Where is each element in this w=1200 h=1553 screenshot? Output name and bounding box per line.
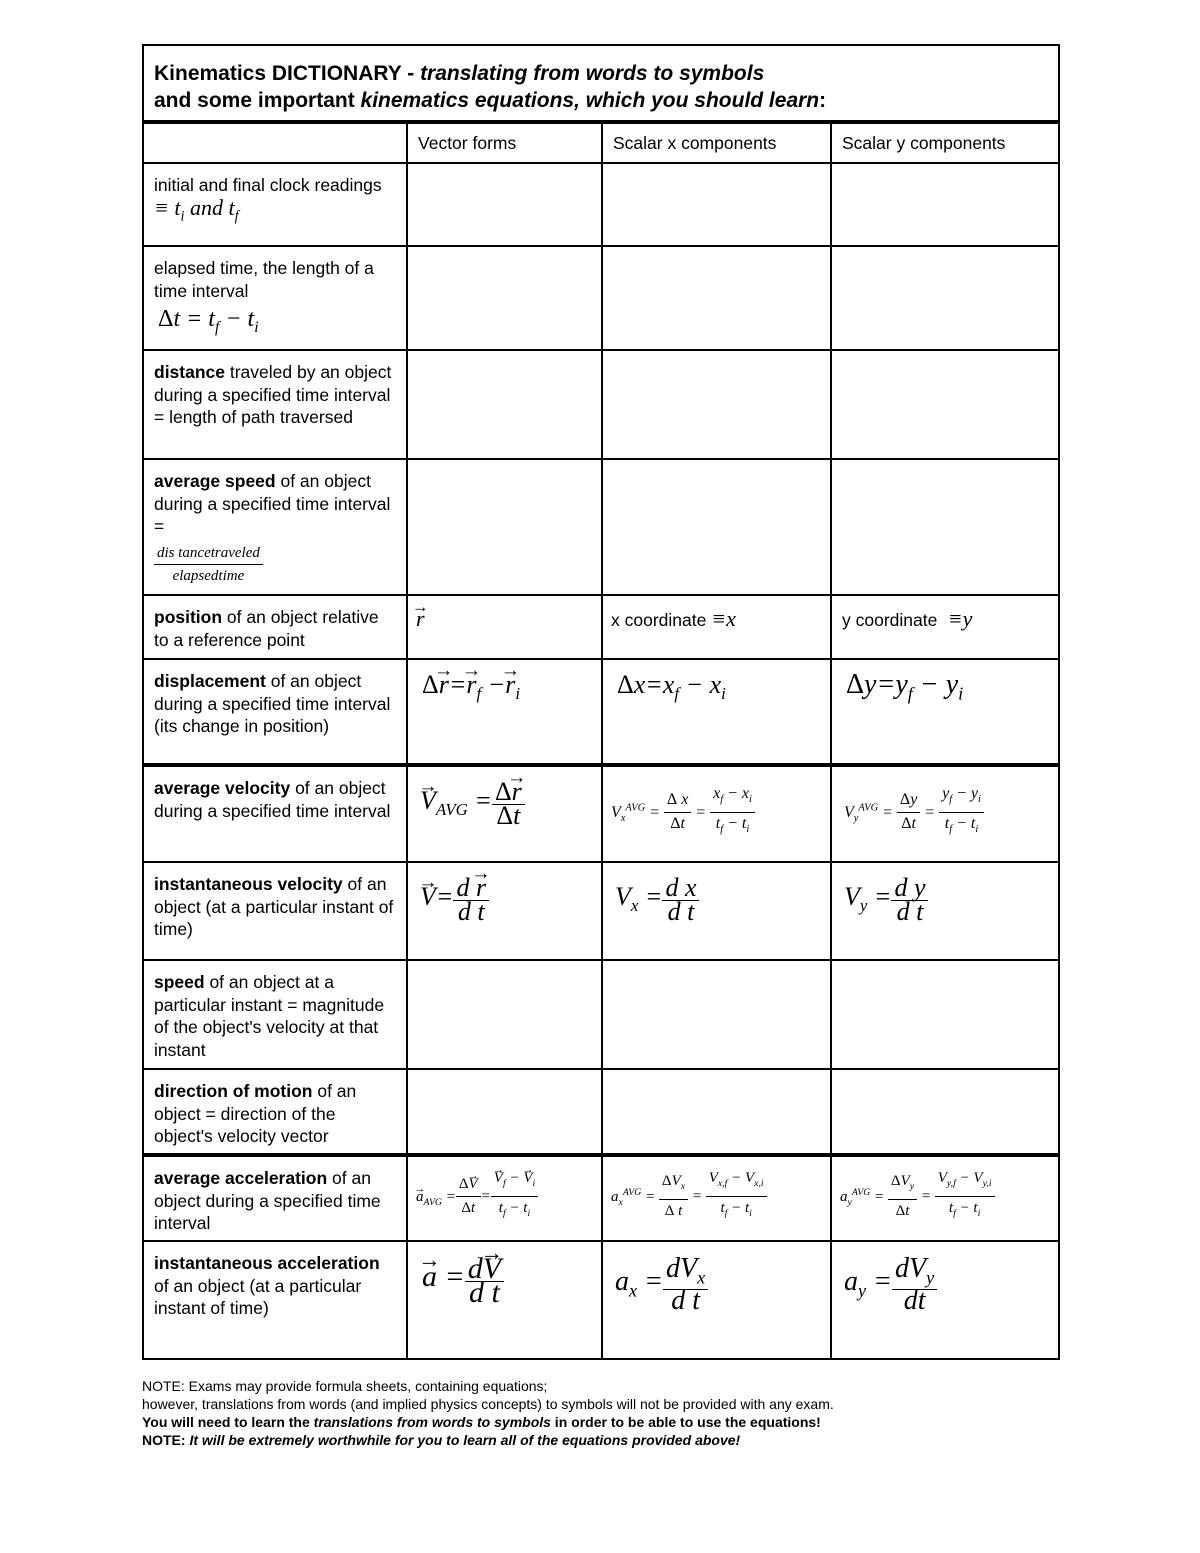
table-row [143,1241,1059,1359]
cell-y [831,163,1059,246]
row-description: direction of motion of an object = direction of the object's velocity vector [143,1069,407,1155]
footer-notes [142,1377,1042,1449]
cell-x: $V_x$ = $\frac{\text{d x}}{\text{d t}}$ [602,862,831,960]
cell-y: $\Delta y=y_f - y_i$ [831,659,1059,765]
clock-readings-equation: ≡ $t_i$ and $t_f$ [154,194,239,224]
row-description: instantaneous velocity of an object (at a particular instant of time) [143,862,407,960]
table-row [143,350,1059,459]
row-description: instantaneous acceleration of an object (at a particular instant of time) [143,1241,407,1359]
cell-y [831,246,1059,350]
note-line-3: You will need to learn the translations from words to symbols in order to be able to use the equations! [142,1414,821,1430]
row-description: speed of an object at a particular instant = magnitude of the object's velocity at that instant [143,960,407,1069]
cell-x: $V_x^{AVG}$ = $\frac{\text{Δ x}}{\Delta t}$ = $\frac{x_f - x_i}{t_f - t_i}$ [602,765,831,862]
note-line-4: NOTE: It will be extremely worthwhile for you to learn all of the equations provided above! [142,1432,741,1448]
cell-vector [407,163,602,246]
header-row [143,122,1059,163]
cell-x: $a_x^{AVG}$ = $\frac{\Delta V_x}{\text{Δ t}}$ = $\frac{V_{x,f} - V_{x,i}}{t_f - t_i}$ [602,1155,831,1241]
table-row [143,459,1059,595]
cell-x: $\Delta x=x_f - x_i$ [602,659,831,765]
header-cell-y: Scalar y components [831,122,1059,163]
header-cell-empty [143,122,407,163]
table-row [143,1069,1059,1155]
cell-y: $V_y^{AVG}$ = $\frac{\Delta y}{\Delta t}$ = $\frac{y_f - y_i}{t_f - t_i}$ [831,765,1059,862]
cell-vector [407,960,602,1069]
table-row [143,862,1059,960]
kinematics-dictionary-table [142,44,1060,1360]
table-row [143,163,1059,246]
cell-vector: → $V_{AVG}$ = $\frac{\Delta\to r}{\Delta t}$ [407,765,602,862]
note-line-1: NOTE: Exams may provide formula sheets, containing equations; [142,1378,548,1394]
row-description: displacement of an object during a specified time interval (its change in position) [143,659,407,765]
cell-x [602,459,831,595]
table-row [143,1155,1059,1241]
cell-x [602,163,831,246]
cell-y [831,1069,1059,1155]
cell-y: $V_y$ = $\frac{\text{d y}}{\text{d t}}$ [831,862,1059,960]
cell-vector [407,350,602,459]
row-description: average velocity of an object during a specified time interval [143,765,407,862]
cell-vector: → r [407,595,602,659]
cell-y: $a_y^{AVG}$ = $\frac{\Delta V_y}{\Delta t}$ = $\frac{V_{y,f} - V_{y,i}}{t_f - t_i}$ [831,1155,1059,1241]
table-row [143,246,1059,350]
table-row [143,659,1059,765]
elapsed-time-equation: $\Delta t = t_f - t_i$ [158,306,259,336]
page-title: Kinematics DICTIONARY - translating from words to symbols and some important kinematics equations, which you should learn: [143,45,1059,122]
cell-y [831,960,1059,1069]
table-row [143,765,1059,862]
row-description: distance traveled by an object during a specified time interval = length of path traversed [143,350,407,459]
row-description: position of an object relative to a reference point [143,595,407,659]
cell-y [831,350,1059,459]
cell-y: y coordinate ≡y [831,595,1059,659]
cell-y: $a_y$ = $\frac{dV_y}{dt}$ [831,1241,1059,1359]
cell-x [602,960,831,1069]
cell-vector [407,246,602,350]
row-description: initial and final clock readings ≡ $t_i$ and $t_f$ [143,163,407,246]
header-cell-vector: Vector forms [407,122,602,163]
title-row [143,45,1059,122]
cell-x: x coordinate ≡x [602,595,831,659]
cell-vector: → $a_{AVG}$ = $\frac{\Delta\to V}{\Delta t}$ = → $\frac{V_f - \to V_i}{t_f - t_i}$ [407,1155,602,1241]
cell-vector [407,1069,602,1155]
row-description: average acceleration of an object during a specified time interval [143,1155,407,1241]
cell-x [602,246,831,350]
cell-x [602,350,831,459]
row-description: average speed of an object during a specified time interval = $\frac{\text{dis tancetraveled}}{\text{elapsedtime}}$ [143,459,407,595]
note-line-2: however, translations from words (and implied physics concepts) to symbols will not be provided with any exam. [142,1396,834,1412]
cell-vector: → a = $\frac{d\to V}{\text{d t}}$ [407,1241,602,1359]
table-row [143,595,1059,659]
cell-x [602,1069,831,1155]
speed-fraction: $\frac{\text{dis tancetraveled}}{\text{elapsedtime}}$ [154,542,263,588]
cell-vector: $\Delta\to r=\to r_f -\to r_i$ [407,659,602,765]
row-description: elapsed time, the length of a time interval $\Delta t = t_f - t_i$ [143,246,407,350]
cell-y [831,459,1059,595]
cell-x: $a_x$ = $\frac{dV_x}{\text{d t}}$ [602,1241,831,1359]
header-cell-x: Scalar x components [602,122,831,163]
cell-vector: → V= $\frac{d \to r}{\text{d t}}$ [407,862,602,960]
cell-vector [407,459,602,595]
kinematics-table-container [142,44,1058,1360]
table-row [143,960,1059,1069]
